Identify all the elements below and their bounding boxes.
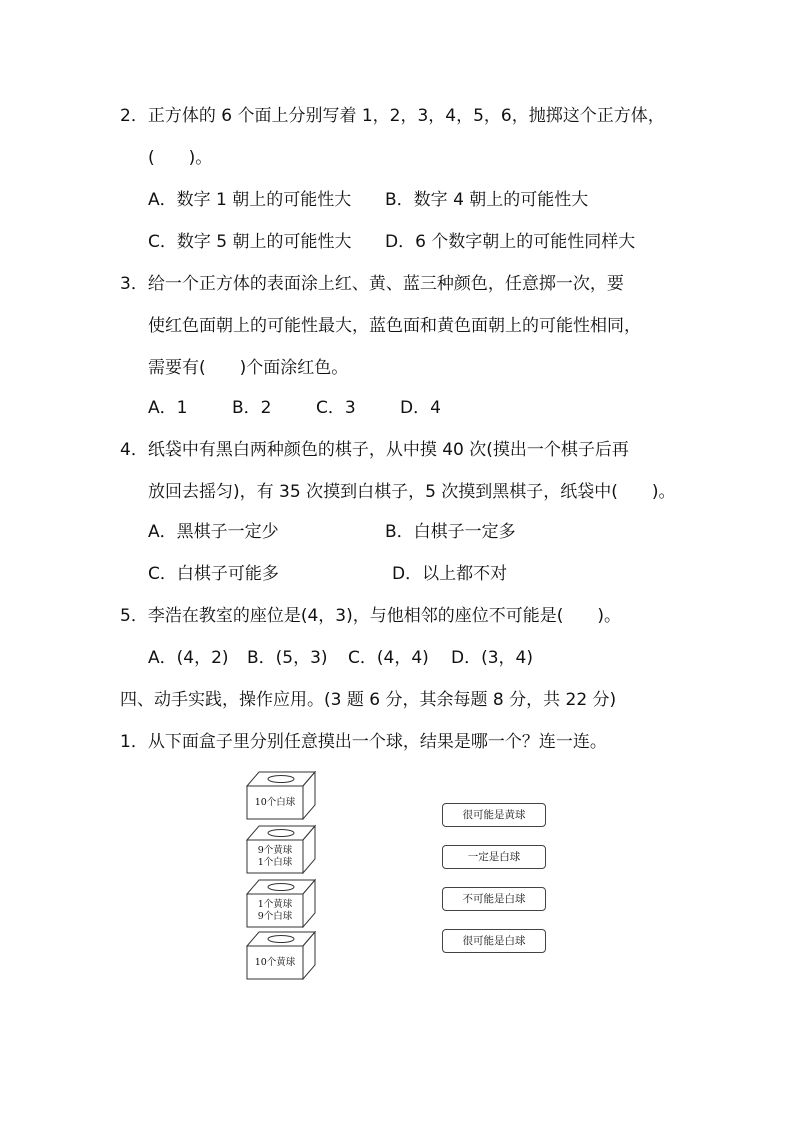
matching-figure <box>246 770 546 980</box>
ball-box-4 <box>246 930 318 980</box>
choice-likely-yellow[interactable]: 很可能是黄球 <box>442 803 546 827</box>
q4-option-b[interactable]: B．白棋子一定多 <box>385 522 516 542</box>
box-2-line2: 1个白球 <box>257 857 293 868</box>
box-outline-1 <box>246 770 318 820</box>
ball-box-1 <box>246 770 318 820</box>
q3-stem-line3: 需要有( )个面涂红色。 <box>148 358 349 378</box>
q2-option-b[interactable]: B．数字 4 朝上的可能性大 <box>385 190 589 210</box>
choice-impossible-white[interactable]: 不可能是白球 <box>442 887 546 911</box>
box-3-line2: 9个白球 <box>257 911 293 922</box>
q4-option-a[interactable]: A．黑棋子一定少 <box>148 522 279 542</box>
q5-option-b[interactable]: B．(5，3) <box>247 648 328 668</box>
q3-stem-line1: 3．给一个正方体的表面涂上红、黄、蓝三种颜色，任意掷一次，要 <box>120 274 624 294</box>
q3-option-c[interactable]: C．3 <box>316 398 356 418</box>
q3-option-a[interactable]: A．1 <box>148 398 188 418</box>
box-outline-4 <box>246 930 318 980</box>
box-1-line1: 10个白球 <box>254 797 296 808</box>
q5-option-a[interactable]: A．(4，2) <box>148 648 229 668</box>
q2-stem-line1: 2．正方体的 6 个面上分别写着 1，2，3，4，5，6，抛掷这个正方体， <box>120 106 665 126</box>
choice-likely-white[interactable]: 很可能是白球 <box>442 929 546 953</box>
q2-stem-line2: ( )。 <box>148 148 213 168</box>
q5-stem: 5．李浩在教室的座位是(4，3)，与他相邻的座位不可能是( )。 <box>120 606 621 626</box>
q5-option-c[interactable]: C．(4，4) <box>348 648 429 668</box>
q2-option-a[interactable]: A．数字 1 朝上的可能性大 <box>148 190 352 210</box>
q4-option-c[interactable]: C．白棋子可能多 <box>148 564 279 584</box>
q5-option-d[interactable]: D．(3，4) <box>451 648 533 668</box>
section4-q1-stem: 1．从下面盒子里分别任意摸出一个球，结果是哪一个？连一连。 <box>120 732 607 752</box>
box-3-line1: 1个黄球 <box>257 899 293 910</box>
q2-option-d[interactable]: D．6 个数字朝上的可能性同样大 <box>385 232 636 252</box>
q2-option-c[interactable]: C．数字 5 朝上的可能性大 <box>148 232 352 252</box>
q3-option-b[interactable]: B．2 <box>232 398 272 418</box>
q3-stem-line2: 使红色面朝上的可能性最大，蓝色面和黄色面朝上的可能性相同， <box>148 316 641 336</box>
q4-stem-line2: 放回去摇匀)，有 35 次摸到白棋子，5 次摸到黑棋子，纸袋中( )。 <box>148 482 676 502</box>
q4-stem-line1: 4．纸袋中有黑白两种颜色的棋子，从中摸 40 次(摸出一个棋子后再 <box>120 440 629 460</box>
choice-certain-white[interactable]: 一定是白球 <box>442 845 546 869</box>
box-2-line1: 9个黄球 <box>257 845 293 856</box>
box-4-line1: 10个黄球 <box>254 957 296 968</box>
ball-box-2 <box>246 824 318 874</box>
q3-option-d[interactable]: D．4 <box>400 398 441 418</box>
section4-heading: 四、动手实践，操作应用。(3 题 6 分，其余每题 8 分，共 22 分) <box>120 690 617 710</box>
q4-option-d[interactable]: D．以上都不对 <box>392 564 508 584</box>
ball-box-3 <box>246 878 318 928</box>
